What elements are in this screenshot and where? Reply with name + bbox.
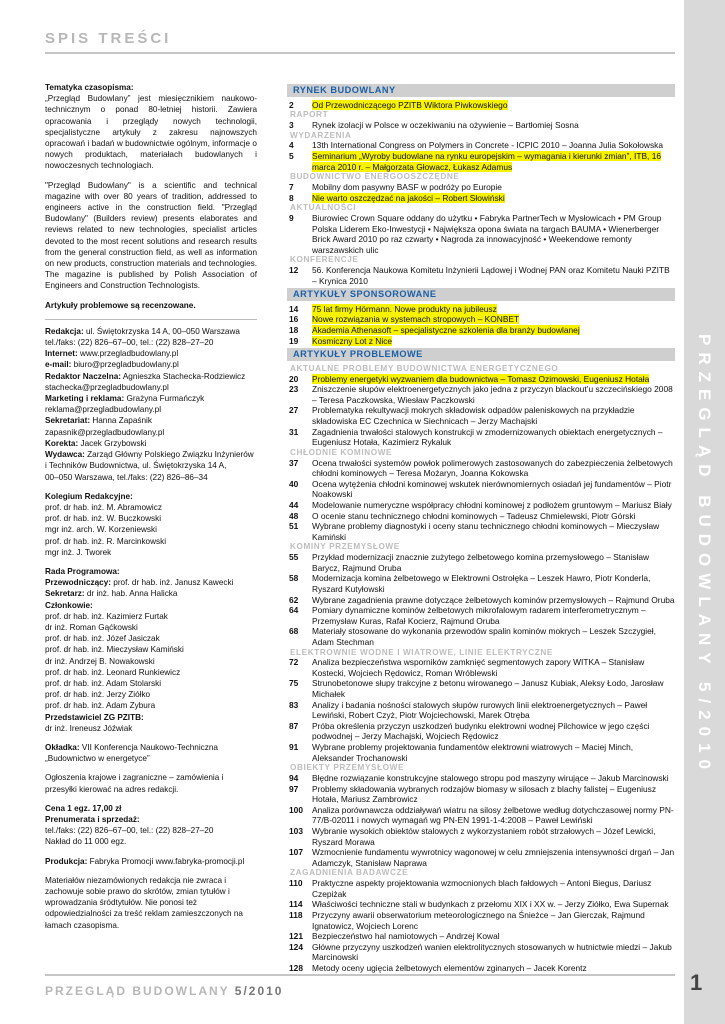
table-of-contents	[287, 82, 675, 974]
toc-title-text: Błędne rozwiązanie konstrukcyjne stalowego stropu pod maszyny wirujące – Jakub Marcinowski	[312, 773, 669, 784]
contact-text: Zarząd Główny Polskiego Związku Inżynierów	[84, 450, 254, 460]
toc-page-number: 44	[289, 499, 299, 510]
toc-page-number: 72	[289, 657, 299, 668]
toc-title	[312, 721, 675, 742]
toc-title	[312, 605, 675, 626]
disclaimer: Materiałów niezamówionych redakcja nie zwraca i zachowuje sobie prawo do skrótów, zmian tytułów i wprowadzania śródtytułów. Nie ponosi też odpowiedzialności za treść reklam zamieszczonych na łamach czasopisma.	[45, 875, 243, 930]
editorial-member: prof. dr hab. inż. M. Abramowicz	[45, 502, 162, 512]
toc-title	[312, 336, 675, 347]
toc-page-number: 48	[289, 510, 299, 521]
toc-title-text: Bezpieczeństwo hal namiotowych – Andrzej Kowal	[312, 931, 500, 942]
section-band: ARTYKUŁY PROBLEMOWE	[287, 348, 675, 361]
toc-title	[312, 910, 675, 931]
toc-title-text: Modernizacja komina żelbetowego w Elektrowni Ostrołęka – Leszek Hawro, Piotr Konderla, Ryszard Kutyłowski	[312, 573, 651, 594]
toc-title-text: Kosmiczny Lot z Nice	[312, 335, 393, 346]
price: Cena 1 egz. 17,00 zł	[45, 803, 122, 813]
toc-page-number: 3	[289, 119, 294, 130]
toc-title	[312, 511, 675, 522]
toc-title	[312, 120, 675, 131]
page-header: SPIS TREŚCI	[45, 30, 172, 47]
toc-title	[312, 700, 675, 721]
contact-text: Grażyna Furmańczyk	[124, 394, 205, 404]
toc-entry	[287, 479, 675, 500]
contact-line	[45, 415, 257, 426]
toc-page-number: 14	[289, 303, 299, 314]
toc-title-text: O ocenie stanu technicznego chłodni kominowych – Tadeusz Chmielewski, Piotr Górski	[312, 510, 636, 521]
toc-title-text: Praktyczne aspekty projektowania wzmocnionych blach fałdowych – Antoni Biegus, Dariusz Czepiżak	[312, 878, 652, 899]
toc-title	[312, 151, 675, 172]
toc-title-text: Próba określenia przyczyn uszkodzeń budynku elektrowni wodnej Pilchowice w jego części podwodnej – Jerzy Machajski, Wojciech Rędowicz	[312, 720, 650, 742]
council-title: Rada Programowa:	[45, 566, 120, 576]
contact-text: reklama@przegladbudowlany.pl	[45, 405, 162, 415]
toc-title	[312, 742, 675, 763]
toc-page-number: 55	[289, 552, 299, 563]
contact-line	[45, 449, 257, 460]
contact-label: Redakcja:	[45, 326, 84, 336]
toc-entry	[287, 120, 675, 131]
contact-text: tel./faks: (22) 826–67–00, tel.: (22) 828–27–20	[45, 338, 214, 348]
toc-title	[312, 626, 675, 647]
toc-entry	[287, 193, 675, 204]
toc-entry	[287, 626, 675, 647]
council-member: prof. dr hab. inż. Adam Zybura	[45, 701, 156, 711]
contact-text: i Techników Budownictwa, ul. Świętokrzyska 14 A,	[45, 461, 227, 471]
council-member: prof. dr hab. inż. Adam Stolarski	[45, 678, 162, 688]
toc-title-text: Właściwości techniczne stali w budynkach z przełomu XIX i XX w. – Jerzy Ziółko, Ewa Supernak	[312, 899, 669, 910]
contact-text: zapasnik@przegladbudowlany.pl	[45, 427, 165, 437]
toc-entry	[287, 942, 675, 963]
editorial-member: prof. dr hab. inż. R. Marcinkowski	[45, 536, 167, 546]
toc-title	[312, 458, 675, 479]
toc-page-number: 124	[289, 941, 303, 952]
about-pl-title: Tematyka czasopisma:	[45, 83, 134, 92]
toc-title	[312, 657, 675, 678]
contact-label: Wydawca:	[45, 450, 85, 460]
toc-entry	[287, 595, 675, 606]
contact-text: Hanna Zapaśnik	[90, 416, 152, 426]
toc-page-number: 110	[289, 878, 303, 889]
contact-line	[45, 371, 257, 382]
toc-title-text: Główne przyczyny uszkodzeń wanien elektrolitycznych stosowanych w hutnictwie miedzi – Jakub Marcinowski	[312, 941, 672, 963]
toc-page-number: 91	[289, 742, 299, 753]
toc-page-number: 37	[289, 457, 299, 468]
toc-title	[312, 500, 675, 511]
contact-label: Marketing i reklama:	[45, 394, 125, 404]
toc-entry	[287, 304, 675, 315]
toc-title	[312, 100, 675, 111]
toc-entry	[287, 721, 675, 742]
toc-title-text: Rynek izolacji w Polsce w oczekiwaniu na ożywienie – Bartłomiej Sosna	[312, 119, 579, 130]
toc-title	[312, 182, 675, 193]
contact-label: Korekta:	[45, 438, 79, 448]
toc-page-number: 62	[289, 594, 299, 605]
toc-title	[312, 479, 675, 500]
contact-line	[45, 460, 257, 471]
toc-title-text: Przyczyny awarii obserwatorium meteorologicznego na Śnieżce – Jan Gierczak, Rajmund Ignatowicz, Wojciech Lorenc	[312, 909, 645, 931]
toc-title-text: Problematyka rekultywacji mokrych składowisk odpadów paleniskowych na przykładzie składowiska EC Czechnica w Siechnicach – Jerzy Machajski	[312, 405, 635, 427]
toc-title-text: Wzmocnienie fundamentu wywrotnicy wagonowej w celu zmniejszenia intensywności drgań – Jan Adamczyk, Stanisław Naprawa	[312, 847, 675, 868]
toc-page-number: 68	[289, 626, 299, 637]
toc-title	[312, 931, 675, 942]
toc-page-number: 31	[289, 426, 299, 437]
contact-text: Agnieszka Stachecka-Rodziewicz	[121, 371, 246, 381]
contact-line	[45, 393, 257, 404]
toc-entry	[287, 213, 675, 255]
contact-line	[45, 404, 257, 415]
toc-entry	[287, 374, 675, 385]
toc-title	[312, 265, 675, 286]
toc-title	[312, 784, 675, 805]
toc-entry	[287, 405, 675, 426]
toc-title	[312, 899, 675, 910]
editorial-member: prof. dr hab. inż. W. Buczkowski	[45, 514, 162, 524]
contact-label: Sekretariat:	[45, 416, 91, 426]
footer-issue: 5/2010	[234, 984, 284, 998]
page-number: 1	[690, 970, 703, 995]
toc-entry	[287, 552, 675, 573]
toc-page-number: 51	[289, 521, 299, 532]
toc-entry	[287, 140, 675, 151]
toc-title	[312, 314, 675, 325]
production: Produkcja: Fabryka Promocji www.fabryka-promocji.pl	[45, 856, 245, 866]
toc-title-text: 56. Konferencja Naukowa Komitetu Inżynierii Lądowej i Wodnej PAN oraz Komitetu Nauki PZITB – Krynica 2010	[312, 265, 670, 286]
toc-entry	[287, 742, 675, 763]
toc-page-number: 7	[289, 181, 294, 192]
toc-page-number: 16	[289, 314, 299, 325]
toc-entry	[287, 384, 675, 405]
toc-title-text: Wybranie wysokich obiektów stalowych z wykorzystaniem robót strzałowych – Józef Lewicki, Ryszard Morawa	[312, 826, 656, 847]
toc-page-number: 103	[289, 826, 303, 836]
subsection-heading: KONFERENCJE	[290, 255, 359, 265]
toc-entry	[287, 314, 675, 325]
toc-entry	[287, 100, 675, 111]
toc-entry	[287, 678, 675, 699]
toc-title	[312, 213, 675, 255]
council-member: prof. dr hab. inż. Mieczysław Kamiński	[45, 645, 184, 655]
contact-line	[45, 438, 257, 449]
editorial-member: mgr inż. arch. W. Korzeniewski	[45, 525, 157, 535]
toc-title-text: Ocena wytężenia chłodni kominowej wskutek nierównomiernych osiadań jej fundamentów – Piotr Noakowski	[312, 478, 672, 500]
toc-title	[312, 427, 675, 448]
toc-page-number: 18	[289, 325, 299, 336]
zg-title: Przedstawiciel ZG PZITB:	[45, 712, 144, 722]
toc-title-text: 75 lat firmy Hörmann. Nowe produkty na jubileusz	[312, 303, 497, 314]
toc-page-number: 118	[289, 909, 303, 920]
toc-entry	[287, 336, 675, 347]
toc-title-text: 13th International Congress on Polymers in Concrete - ICPIC 2010 – Joanna Julia Sokołowska	[312, 140, 664, 151]
toc-title-text: Zniszczenie słupów elektroenergetycznych jako jedna z przyczyn blackout’u szczecińskiego 2008 – Teresa Paczkowska, Wiesław Paczkowski	[312, 384, 673, 405]
toc-title-text: Od Przewodniczącego PZITB Wiktora Piwkowskiego	[312, 99, 508, 110]
toc-title-text: Wybrane zagadnienia prawne dotyczące żelbetowych kominów przemysłowych – Rajmund Oruba	[312, 594, 675, 605]
toc-title	[312, 573, 675, 594]
council-member: prof. dr hab. inż. Józef Jasiczak	[45, 634, 160, 644]
footer-rule	[45, 974, 675, 976]
toc-entry	[287, 182, 675, 193]
contact-label: Internet:	[45, 349, 78, 359]
ads-note: Ogłoszenia krajowe i zagraniczne – zamówienia i przesyłki kierować na adres redakcji.	[45, 773, 224, 794]
contact-label: Redaktor Naczelna:	[45, 371, 121, 381]
toc-page-number: 2	[289, 99, 294, 110]
editorial-list	[45, 502, 257, 558]
contact-label: e-mail:	[45, 360, 72, 370]
subsection-heading: KOMINY PRZEMYSŁOWE	[290, 542, 400, 552]
council-member: dr inż. Andrzej B. Nowakowski	[45, 656, 155, 666]
council-member: prof. dr hab. inż. Leonard Runkiewicz	[45, 667, 181, 677]
contact-line	[45, 326, 257, 337]
cover-note: Okładka: VII Konferencja Naukowo-Techniczna „Budownictwo w energetyce”	[45, 742, 218, 764]
toc-title	[312, 140, 675, 151]
reviewed-note: Artykuły problemowe są recenzowane.	[45, 300, 196, 310]
toc-entry	[287, 521, 675, 542]
toc-title-text: Metody oceny ugięcia żelbetowych elementów zginanych – Jacek Korentz	[312, 962, 587, 973]
subsection-heading: BUDOWNICTWO ENERGOOSZCZĘDNE	[290, 172, 460, 182]
toc-title-text: Modelowanie numeryczne współpracy chłodni kominowej z podłożem gruntowym – Mariusz Biały	[312, 499, 672, 510]
contact-text: 00–050 Warszawa, tel./faks: (22) 826–86–34	[45, 472, 208, 482]
toc-title	[312, 595, 675, 606]
toc-page-number: 27	[289, 405, 299, 416]
about-en: "Przegląd Budowlany" is a scientific and technical magazine with over 80 years of tradition, addressed to engineers active in the construction field. "Przegląd Budowlany" (Builders review) presents elaborates and reviews related to new technologies, specialist articles devoted to the most recent solutions and research results from the general construction field, as well as information on new products, construction materials and technologies. The magazine is published by Polish Association of Engineers and Construction Technologists.	[45, 180, 257, 291]
subsection-heading: WYDARZENIA	[290, 130, 352, 140]
toc-title-text: Akademia Athenasoft – specjalistyczne szkolenia dla branży budowlanej	[312, 325, 580, 336]
contact-line	[45, 472, 257, 483]
toc-title-text: Analiza porównawcza oddziaływań wiatru na silosy żelbetowe według dotychczasowej normy PN-77/B-02011 i nowych wymagań wg PN-EN 1991-1-4:2008 – Paweł Lewiński	[312, 804, 674, 826]
toc-page-number: 128	[289, 962, 303, 973]
toc-title	[312, 678, 675, 699]
toc-page-number: 114	[289, 899, 303, 910]
toc-entry	[287, 773, 675, 784]
toc-title	[312, 405, 675, 426]
masthead-rule	[45, 319, 257, 320]
toc-page-number: 5	[289, 150, 294, 161]
toc-title-text: Zagadnienia trwałości stalowych konstrukcji w zmodernizowanych obiektach energetycznych – Eugeniusz Hotała, Kazimierz Rykaluk	[312, 426, 663, 448]
toc-page-number: 12	[289, 265, 299, 276]
toc-title	[312, 942, 675, 963]
contact-line	[45, 427, 257, 438]
toc-title	[312, 878, 675, 899]
toc-page-number: 107	[289, 847, 303, 858]
toc-title-text: Ocena trwałości systemów powłok polimerowych zastosowanych do zabezpieczenia żelbetowych chłodni kominowych – Teresa Możaryn, Joanna Kokowska	[312, 457, 673, 479]
toc-page-number: 83	[289, 699, 299, 710]
toc-page-number: 64	[289, 605, 299, 616]
toc-title-text: Materiały stosowane do wykonania przewodów spalin kominów mokrych – Leszek Szczygieł, Adam Stechman	[312, 626, 656, 647]
toc-entry	[287, 899, 675, 910]
toc-entry	[287, 963, 675, 974]
toc-page-number: 75	[289, 678, 299, 689]
toc-title	[312, 826, 675, 847]
contact-text: Jacek Grzybowski	[78, 438, 147, 448]
toc-title-text: Problemy energetyki wyzwaniem dla budownictwa – Tomasz Ozimowski, Eugeniusz Hotała	[312, 373, 650, 384]
editorial-member: mgr inż. J. Tworek	[45, 547, 112, 557]
toc-page-number: 97	[289, 783, 299, 794]
toc-entry	[287, 826, 675, 847]
contact-text: stachecka@przegladbudowlany.pl	[45, 382, 169, 392]
subscription-title: Prenumerata i sprzedaż:	[45, 814, 140, 824]
subsection-heading: ELEKTROWNIE WODNE I WIATROWE, LINIE ELEKTRYCZNE	[290, 647, 553, 657]
toc-title	[312, 374, 675, 385]
toc-title-text: Nie warto oszczędzać na jakości – Robert Słowiński	[312, 192, 505, 203]
toc-entry	[287, 325, 675, 336]
members-title: Członkowie:	[45, 600, 93, 610]
council-secretary: Sekretarz: dr inż. hab. Anna Halicka	[45, 589, 178, 599]
toc-title-text: Biurowiec Crown Square oddany do użytku • Fabryka PartnerTech w Mysłowicach • PM Group Polska Liderem Eko-Inwestycji • Największa opona świata na targach BAUMA • Wienerberger Brick Award 2010 po raz czwarty • Nagroda za innowacyjność • Weekendowe remonty warszawskich ulic	[312, 212, 662, 255]
toc-title-text: Wybrane problemy diagnostyki i oceny stanu technicznego chłodni kominowych – Mieczysław Kamiński	[312, 521, 660, 542]
toc-page-number: 20	[289, 373, 299, 384]
subsection-heading: RAPORT	[290, 110, 329, 120]
toc-entry	[287, 847, 675, 868]
side-title: PRZEGLĄD BUDOWLANY 5/2010	[695, 333, 714, 777]
contact-line	[45, 337, 257, 348]
toc-title	[312, 963, 675, 974]
toc-title	[312, 847, 675, 868]
toc-page-number: 87	[289, 720, 299, 731]
toc-title-text: Analiza bezpieczeństwa wsporników zamknięć segmentowych zapory WITKA – Stanisław Kostecki, Wojciech Rędowicz, Roman Wróblewski	[312, 657, 645, 678]
about-pl: „Przegląd Budowlany” jest miesięcznikiem naukowo-technicznym o ponad 80-letniej historii. Zawiera opracowania i przeglądy nowych technologii, specjalistyczne artykuły z zakresu najnowszych opracowań i badań w budownictwie ogólnym, informacje o nowych produktach, materiałach budowlanych i nowoczesnych technologiach.	[45, 94, 257, 171]
toc-entry	[287, 700, 675, 721]
toc-page-number: 40	[289, 478, 299, 489]
contact-text: biuro@przegladbudowlany.pl	[71, 360, 179, 370]
council-member: dr inż. Roman Gąćkowski	[45, 622, 138, 632]
toc-page-number: 4	[289, 140, 294, 151]
toc-entry	[287, 573, 675, 594]
toc-page-number: 94	[289, 773, 299, 784]
contact-block	[45, 326, 257, 483]
toc-page-number: 19	[289, 335, 299, 346]
subsection-heading: CHŁODNIE KOMINOWE	[290, 447, 393, 457]
toc-page-number: 8	[289, 192, 294, 203]
toc-title-text: Strunobetonowe słupy trakcyjne z betonu wirowanego – Janusz Kubiak, Aleksy Łodo, Jarosław Michałek	[312, 678, 664, 700]
toc-title	[312, 325, 675, 336]
toc-title	[312, 193, 675, 204]
toc-title-text: Problemy składowania wybranych rodzajów biomasy w silosach z blachy falistej – Eugeniusz Hotała, Mariusz Zambrowicz	[312, 783, 657, 805]
contact-text: www.przegladbudowlany.pl	[77, 349, 179, 359]
subsection-heading: AKTUALNOŚCI	[290, 203, 357, 213]
toc-entry	[287, 151, 675, 172]
toc-page-number: 23	[289, 384, 299, 395]
toc-title	[312, 521, 675, 542]
council-member: prof. dr hab. inż. Jerzy Ziółko	[45, 690, 151, 700]
contact-line	[45, 348, 257, 359]
council-member: prof. dr hab. inż. Kazimierz Furtak	[45, 611, 168, 621]
toc-page-number: 100	[289, 804, 303, 815]
subsection-heading: ZAGADNIENIA BADAWCZE	[290, 868, 409, 878]
header-rule	[45, 52, 675, 54]
section-band: RYNEK BUDOWLANY	[287, 84, 675, 97]
toc-page-number: 9	[289, 212, 294, 223]
toc-entry	[287, 500, 675, 511]
subsection-heading: OBIEKTY PRZEMYSŁOWE	[290, 763, 405, 773]
toc-entry	[287, 878, 675, 899]
contact-line	[45, 359, 257, 370]
members-list	[45, 611, 257, 712]
toc-title-text: Przykład modernizacji znacznie zużytego żelbetowego komina przemysłowego – Stanisław Barycz, Rajmund Oruba	[312, 552, 650, 573]
toc-entry	[287, 511, 675, 522]
toc-title-text: Nowe rozwiązania w systemach stropowych – KONBET	[312, 314, 520, 325]
print-run: Nakład do 11 000 egz.	[45, 837, 127, 847]
toc-title	[312, 384, 675, 405]
toc-title	[312, 773, 675, 784]
subsection-heading: AKTUALNE PROBLEMY BUDOWNICTWA ENERGETYCZNEGO	[290, 363, 559, 373]
zg-name: dr inż. Ireneusz Jóźwiak	[45, 723, 133, 733]
toc-entry	[287, 605, 675, 626]
editorial-title: Kolegium Redakcyjne:	[45, 491, 133, 501]
section-band: ARTYKUŁY SPONSOROWANE	[287, 288, 675, 301]
toc-entry	[287, 910, 675, 931]
toc-title	[312, 552, 675, 573]
toc-entry	[287, 458, 675, 479]
toc-entry	[287, 805, 675, 826]
toc-title	[312, 805, 675, 826]
masthead	[45, 82, 257, 931]
toc-entry	[287, 784, 675, 805]
toc-entry	[287, 265, 675, 286]
contact-line	[45, 382, 257, 393]
toc-title-text: Analizy i badania nośności stalowych słupów rurowych linii elektroenergetycznych – Paweł Lewiński, Robert Czyż, Piotr Wojciechowski, Marek Otręba	[312, 699, 648, 721]
toc-entry	[287, 931, 675, 942]
toc-entry	[287, 427, 675, 448]
toc-title-text: Mobilny dom pasywny BASF w podróży po Europie	[312, 181, 502, 192]
subscription: tel./faks: (22) 826–67–00, tel.: (22) 828–27–20	[45, 826, 214, 836]
toc-entry	[287, 657, 675, 678]
toc-title	[312, 304, 675, 315]
council-chair: Przewodniczący: prof. dr hab. inż. Janusz Kawecki	[45, 578, 234, 588]
toc-page-number: 58	[289, 573, 299, 584]
contact-text: ul. Świętokrzyska 14 A, 00–050 Warszawa	[83, 326, 240, 336]
toc-title-text: Wybrane problemy projektowania fundamentów elektrowni wiatrowych – Maciej Minch, Aleksander Trochanowski	[312, 742, 634, 763]
toc-title-text: Pomiary dynamiczne kominów żelbetowych mikrofalowym radarem interferometrycznym – Przemysław Kuras, Rafał Kocierz, Rajmund Oruba	[312, 605, 646, 626]
toc-title-text: Seminarium „Wyroby budowlane na rynku europejskim – wymagania i kierunki zmian”, ITB, 16 marca 2010 r. – Małgorzata Głowacz, Łukasz Adamus	[312, 150, 662, 172]
footer-title: PRZEGLĄD BUDOWLANY 5/2010	[45, 984, 284, 998]
toc-page-number: 121	[289, 931, 303, 942]
